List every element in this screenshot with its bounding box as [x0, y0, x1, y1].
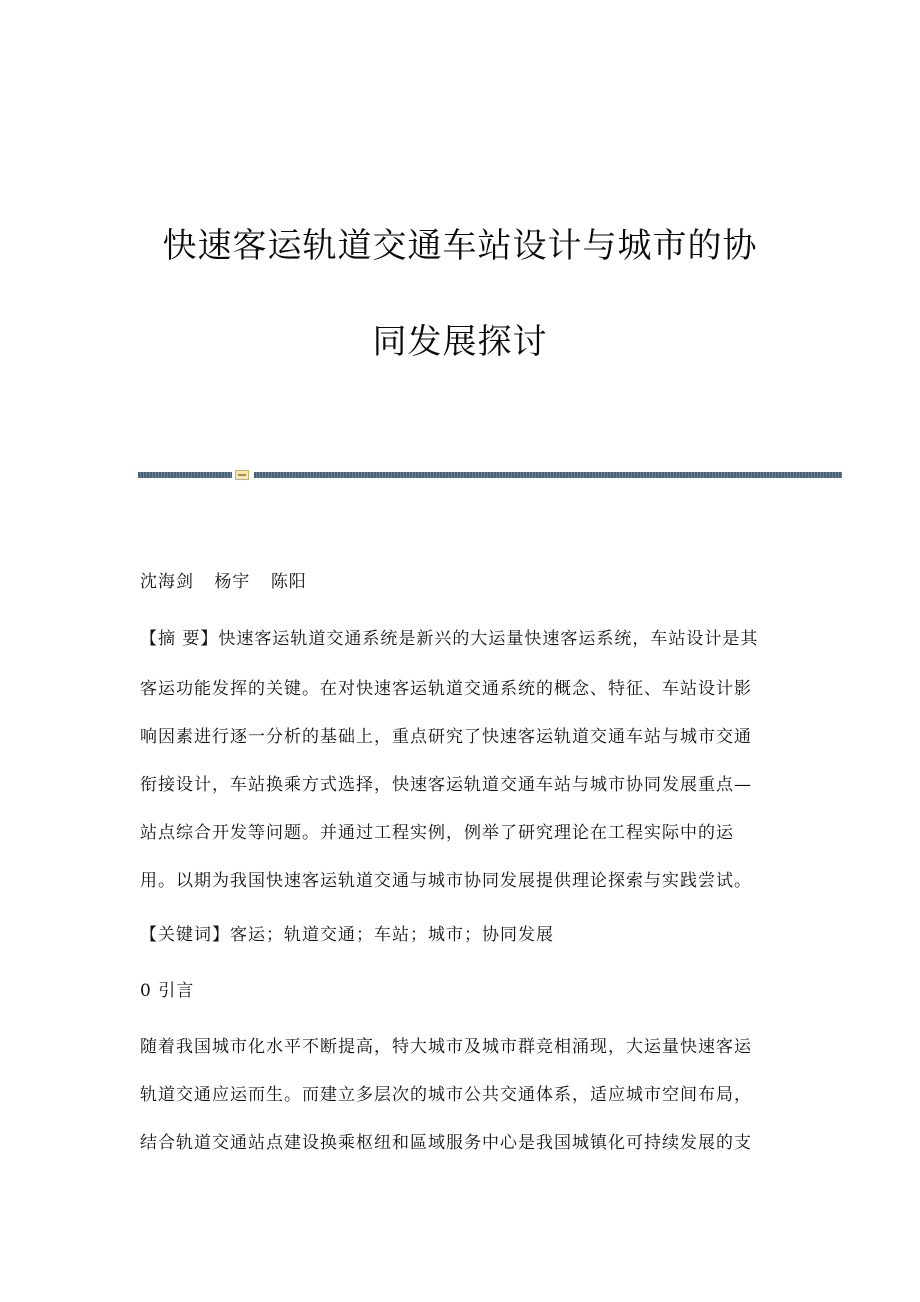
- section-heading: 0 引言: [140, 981, 195, 1001]
- abstract-line: 响因素进行逐一分析的基础上，重点研究了快速客运轨道交通车站与城市交通: [140, 727, 752, 747]
- divider-ornament-icon: [235, 470, 249, 480]
- title-line-1: 快速客运轨道交通车站设计与城市的协: [162, 226, 758, 266]
- body-line: 轨道交通应运而生。而建立多层次的城市公共交通体系，适应城市空间布局，: [140, 1085, 752, 1105]
- authors: [140, 567, 321, 592]
- abstract-line: 客运功能发挥的关键。在对快速客运轨道交通系统的概念、特征、车站设计影: [140, 679, 752, 699]
- abstract-line: 用。以期为我国快速客运轨道交通与城市协同发展提供理论探索与实践尝试。: [140, 871, 752, 891]
- body-line: 随着我国城市化水平不断提高，特大城市及城市群竞相涌现，大运量快速客运: [140, 1037, 752, 1057]
- author-name: 沈海剑: [140, 572, 194, 592]
- keywords: 【关键词】客运；轨道交通；车站；城市；协同发展: [140, 925, 554, 945]
- author-name: 杨宇: [214, 572, 251, 592]
- title-divider: [138, 470, 842, 480]
- abstract-line: 站点综合开发等问题。并通过工程实例，例举了研究理论在工程实际中的运: [140, 823, 734, 843]
- abstract-line: 【摘 要】快速客运轨道交通系统是新兴的大运量快速客运系统，车站设计是其: [140, 629, 759, 649]
- divider-bar-left: [138, 472, 232, 478]
- divider-bar-right: [254, 472, 842, 478]
- author-name: 陈阳: [270, 572, 307, 592]
- body-line: 结合轨道交通站点建设换乘枢纽和區域服务中心是我国城镇化可持续发展的支: [140, 1133, 752, 1153]
- abstract-line: 衔接设计，车站换乘方式选择，快速客运轨道交通车站与城市协同发展重点—: [140, 775, 752, 795]
- title-line-2: 同发展探讨: [372, 322, 548, 362]
